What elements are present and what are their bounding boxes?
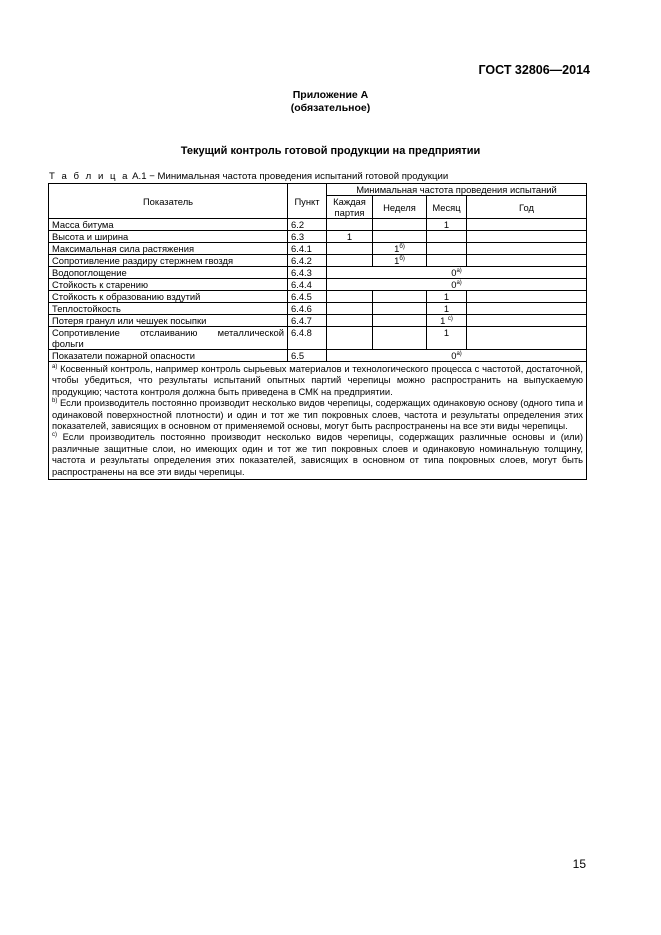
table-caption-dash: − — [146, 171, 158, 182]
row-frequency-value: 0 — [451, 350, 457, 361]
row-indicator-line: Сопротивление отслаиванию металлической — [52, 327, 284, 338]
row-clause: 6.5 — [288, 350, 327, 362]
table-row — [49, 243, 587, 255]
row-week — [373, 315, 427, 327]
row-month-value: 1 — [440, 315, 446, 326]
table-caption-label: Т а б л и ц а — [49, 171, 130, 182]
row-clause: 6.4.4 — [288, 279, 327, 291]
section-title: Текущий контроль готовой продукции на предприятии — [180, 145, 481, 157]
row-indicator: Масса битума — [49, 219, 288, 231]
row-indicator: Показатели пожарной опасности — [49, 350, 288, 362]
table-row — [49, 350, 587, 362]
header-week: Неделя — [373, 196, 427, 219]
row-week — [373, 255, 427, 267]
footnote-c — [52, 431, 583, 477]
row-year — [467, 303, 587, 315]
row-frequency-value: 0 — [451, 279, 457, 290]
row-indicator: Высота и ширина — [49, 231, 288, 243]
table-caption-text: Минимальная частота проведения испытаний готовой продукции — [157, 171, 449, 182]
page-number: 15 — [572, 857, 586, 871]
footnote-ref: а) — [456, 268, 462, 274]
annex-status: (обязательное) — [290, 102, 371, 114]
test-frequency-table — [48, 183, 587, 480]
row-batch — [327, 255, 373, 267]
row-month: 1 — [427, 303, 467, 315]
row-week — [373, 231, 427, 243]
footnote-b — [52, 397, 583, 431]
footnote-a — [52, 363, 583, 397]
row-clause: 6.2 — [288, 219, 327, 231]
table-footnotes — [49, 362, 587, 480]
table-row — [49, 267, 587, 279]
table-row — [49, 327, 587, 350]
footnote-ref: б) — [399, 244, 405, 250]
row-month: 1 — [427, 219, 467, 231]
table-row — [49, 279, 587, 291]
table-row — [49, 231, 587, 243]
document-code: ГОСТ 32806—2014 — [478, 63, 590, 77]
row-clause: 6.4.7 — [288, 315, 327, 327]
table-row — [49, 255, 587, 267]
footnote-ref: а) — [456, 351, 462, 357]
footnote-mark: а) — [52, 364, 58, 370]
row-week — [373, 219, 427, 231]
row-batch — [327, 291, 373, 303]
row-indicator: Потеря гранул или чешуек посыпки — [49, 315, 288, 327]
row-clause: 6.4.6 — [288, 303, 327, 315]
table-notes-row — [49, 362, 587, 480]
row-week-value: 1 — [394, 255, 400, 266]
row-batch — [327, 315, 373, 327]
row-clause: 6.4.5 — [288, 291, 327, 303]
row-clause: 6.3 — [288, 231, 327, 243]
row-year — [467, 219, 587, 231]
table-row — [49, 219, 587, 231]
annex-heading — [0, 89, 661, 115]
row-month: 1 — [427, 327, 467, 350]
row-year — [467, 243, 587, 255]
row-clause: 6.4.2 — [288, 255, 327, 267]
table-row — [49, 315, 587, 327]
table-row — [49, 303, 587, 315]
row-month — [427, 255, 467, 267]
footnote-ref: с) — [447, 316, 453, 322]
row-year — [467, 315, 587, 327]
row-indicator: Стойкость к старению — [49, 279, 288, 291]
row-clause: 6.4.1 — [288, 243, 327, 255]
row-month: 1 — [427, 291, 467, 303]
footnote-ref: а) — [456, 280, 462, 286]
row-batch — [327, 219, 373, 231]
header-month: Месяц — [427, 196, 467, 219]
row-month — [427, 315, 467, 327]
footnote-text: Если производитель постоянно производит несколько видов черепицы, содержащих различные основы и (или) различные защитные слои, но имеющих один и тот же тип покровных слоев и одинаковую номинальную толщину, частота и результаты определения этих показателей, зависящих в основном от типа покровных слоев, могут быть распространены на все эти виды черепицы. — [52, 431, 583, 477]
row-batch — [327, 327, 373, 350]
row-frequency-span — [327, 267, 587, 279]
row-month — [427, 231, 467, 243]
row-indicator: Максимальная сила растяжения — [49, 243, 288, 255]
row-year — [467, 231, 587, 243]
header-year: Год — [467, 196, 587, 219]
row-frequency-span — [327, 279, 587, 291]
row-indicator-line: фольги — [52, 338, 84, 349]
row-month — [427, 243, 467, 255]
row-indicator: Сопротивление раздиру стержнем гвоздя — [49, 255, 288, 267]
row-batch — [327, 243, 373, 255]
row-week — [373, 303, 427, 315]
header-frequency-group: Минимальная частота проведения испытаний — [327, 184, 587, 196]
annex-label: Приложение А — [292, 89, 369, 101]
row-clause: 6.4.8 — [288, 327, 327, 350]
row-indicator: Водопоглощение — [49, 267, 288, 279]
footnote-text: Если производитель постоянно производит несколько видов черепицы, содержащих одинаковую основу (одного типа и одинаковой поверхностной плотности) и один и тот же тип покровных слоев, частота и результаты определения этих показателей, зависящих в основном от применяемой основы, могут быть распространены на все эти виды черепицы. — [52, 397, 583, 432]
row-frequency-value: 0 — [451, 267, 457, 278]
footnote-mark: c) — [52, 432, 57, 439]
row-week — [373, 243, 427, 255]
row-batch: 1 — [327, 231, 373, 243]
row-batch — [327, 303, 373, 315]
row-week — [373, 291, 427, 303]
row-indicator: Теплостойкость — [49, 303, 288, 315]
header-each-batch: Каждая партия — [327, 196, 373, 219]
row-frequency-span — [327, 350, 587, 362]
footnote-mark: b) — [52, 398, 58, 405]
table-row — [49, 291, 587, 303]
table-caption-number: А.1 — [132, 171, 147, 182]
footnote-text: Косвенный контроль, например контроль сырьевых материалов и технологического процесса с частотой, достаточной, чтобы убедиться, что результаты испытаний опытных партий черепицы можно распространить на выпускаемую продукцию; частота контроля должна быть приведена в СМК на предприятии. — [52, 363, 583, 397]
row-year — [467, 255, 587, 267]
row-clause: 6.4.3 — [288, 267, 327, 279]
row-week-value: 1 — [394, 243, 400, 254]
row-indicator — [49, 327, 288, 350]
header-clause: Пункт — [288, 184, 327, 219]
row-year — [467, 327, 587, 350]
table-caption — [49, 171, 448, 182]
header-indicator: Показатель — [49, 184, 288, 219]
footnote-ref: б) — [399, 256, 405, 262]
row-indicator: Стойкость к образованию вздутий — [49, 291, 288, 303]
row-week — [373, 327, 427, 350]
row-year — [467, 291, 587, 303]
